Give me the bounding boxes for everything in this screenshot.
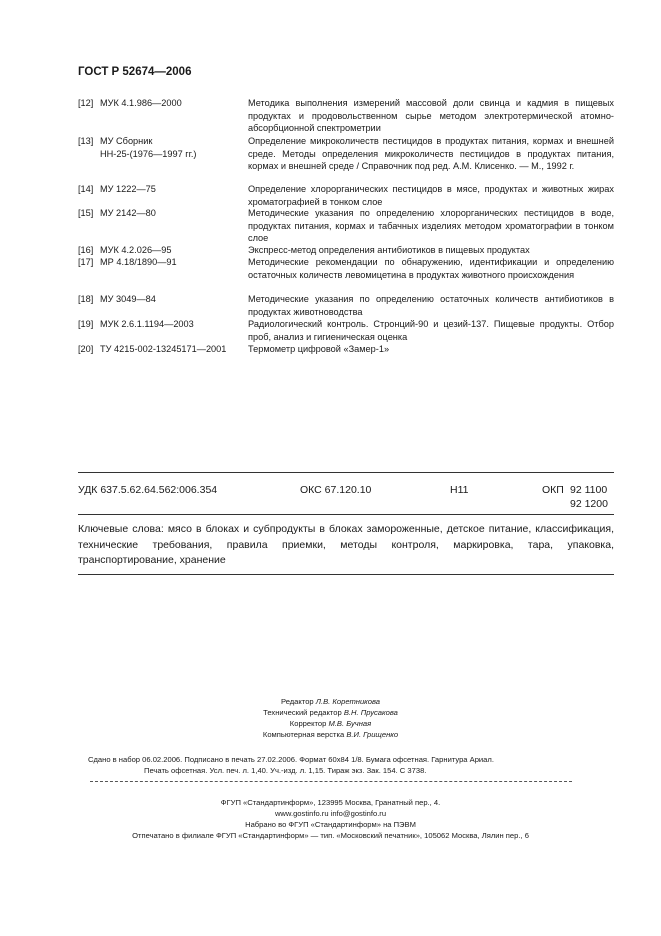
publisher-line: Отпечатано в филиале ФГУП «Стандартинформ» — тип. «Московский печатник», 105062 Москва, Лялин пер., 6 — [132, 831, 529, 840]
reference-number: [16] — [78, 245, 94, 255]
reference-title: Методические указания по определению остаточных количеств антибиотиков в продуктах животноводства — [248, 294, 614, 317]
reference-code: МР 4.18/1890—91 — [100, 257, 177, 267]
reference-code: МУК 4.2.026—95 — [100, 245, 172, 255]
credit-role: Технический редактор — [263, 708, 342, 717]
reference-title: Экспресс-метод определения антибиотиков в пищевых продуктах — [248, 245, 530, 255]
reference-item — [78, 207, 614, 245]
reference-code: МУ 3049—84 — [100, 294, 156, 304]
okp-code-1: 92 1100 — [570, 484, 608, 496]
credit-line — [0, 708, 661, 717]
credit-line — [0, 697, 661, 706]
reference-title: Методика выполнения измерений массовой доли свинца и кадмия в пищевых продуктах и продовольственном сырье методом электротермической атомно-абсорбционной спектрометрии — [248, 98, 614, 133]
reference-code: МУ 2142—80 — [100, 208, 156, 218]
reference-code: МУК 4.1.986—2000 — [100, 98, 182, 108]
credit-line — [0, 730, 661, 739]
reference-code: МУ 1222—75 — [100, 184, 156, 194]
publisher-web: www.gostinfo.ru info@gostinfo.ru — [274, 809, 387, 818]
credit-name: В.И. Грищенко — [346, 730, 399, 739]
reference-code: ТУ 4215-002-13245171—2001 — [100, 344, 227, 354]
reference-code: МУК 2.6.1.1194—2003 — [100, 319, 194, 329]
reference-number: [13] — [78, 136, 94, 146]
imprint-rule — [90, 781, 572, 782]
publisher-line: Набрано во ФГУП «Стандартинформ» на ПЭВМ — [245, 820, 416, 829]
credit-name: Л.В. Коретникова — [315, 697, 381, 706]
classification-top-rule — [78, 472, 614, 473]
okp-label: ОКП — [542, 484, 564, 496]
reference-item — [78, 343, 614, 356]
okp-code-2: 92 1200 — [570, 498, 608, 510]
credit-role: Компьютерная верстка — [262, 730, 345, 739]
reference-title: Методические рекомендации по обнаружению, идентификации и определению остаточных количеств левомицетина в продуктах животного происхождения — [248, 257, 614, 280]
classification-bottom-rule — [78, 514, 614, 515]
reference-title: Радиологический контроль. Стронций-90 и цезий-137. Пищевые продукты. Отбор проб, анализ и гигиеническая оценка — [248, 319, 614, 342]
reference-title: Методические указания по определению хлорорганических пестицидов в воде, продуктах питания, кормах и табачных изделиях методом хроматографии в тонком слое — [248, 208, 614, 243]
credit-line — [0, 719, 661, 728]
oks-code: ОКС 67.120.10 — [300, 484, 372, 496]
credit-name: В.Н. Прусакова — [343, 708, 398, 717]
imprint-line-2: Печать офсетная. Усл. печ. л. 1,40. Уч.-изд. л. 1,15. Тираж экз. Зак. 154. С 3738. — [144, 766, 427, 775]
reference-number: [12] — [78, 98, 94, 108]
credit-role: Редактор — [280, 697, 314, 706]
reference-number: [19] — [78, 319, 94, 329]
reference-code: МУ Сборник НН-25-(1976—1997 гг.) — [100, 136, 197, 159]
reference-item — [78, 244, 614, 257]
credit-role: Корректор — [289, 719, 327, 728]
keywords: Ключевые слова: мясо в блоках и субпродукты в блоках замороженные, детское питание, классификация, технические требования, правила приемки, методы контроля, маркировка, тара, упаковка, транспортирование, хранение — [78, 523, 614, 566]
reference-item — [78, 293, 614, 318]
reference-number: [17] — [78, 257, 94, 267]
reference-item — [78, 97, 614, 135]
reference-number: [18] — [78, 294, 94, 304]
reference-number: [14] — [78, 184, 94, 194]
reference-number: [20] — [78, 344, 94, 354]
udk-code: УДК 637.5.62.64.562:006.354 — [78, 484, 218, 496]
page-header: ГОСТ Р 52674—2006 — [78, 66, 192, 78]
reference-title: Термометр цифровой «Замер-1» — [248, 344, 390, 354]
reference-title: Определение микроколичеств пестицидов в продуктах питания, кормах и внешней среде. Методы определения микроколичеств пестицидов в продуктах питания, кормах и внешней среде / Справочник под ред. А.М. Клисенко. — М., 1992 г. — [248, 136, 614, 171]
reference-title: Определение хлорорганических пестицидов в мясе, продуктах и животных жирах хроматографией в тонком слое — [248, 184, 614, 207]
credit-name: М.В. Бучная — [328, 719, 372, 728]
publisher-line: ФГУП «Стандартинформ», 123995 Москва, Гранатный пер., 4. — [220, 798, 441, 807]
imprint-line-1: Сдано в набор 06.02.2006. Подписано в печать 27.02.2006. Формат 60x84 1/8. Бумага офсетная. Гарнитура Ариал. — [88, 755, 494, 764]
h-code: Н11 — [450, 484, 469, 496]
reference-item — [78, 256, 614, 281]
reference-item — [78, 183, 614, 208]
reference-item — [78, 318, 614, 343]
reference-number: [15] — [78, 208, 94, 218]
reference-item — [78, 135, 614, 173]
keywords-rule — [78, 574, 614, 575]
